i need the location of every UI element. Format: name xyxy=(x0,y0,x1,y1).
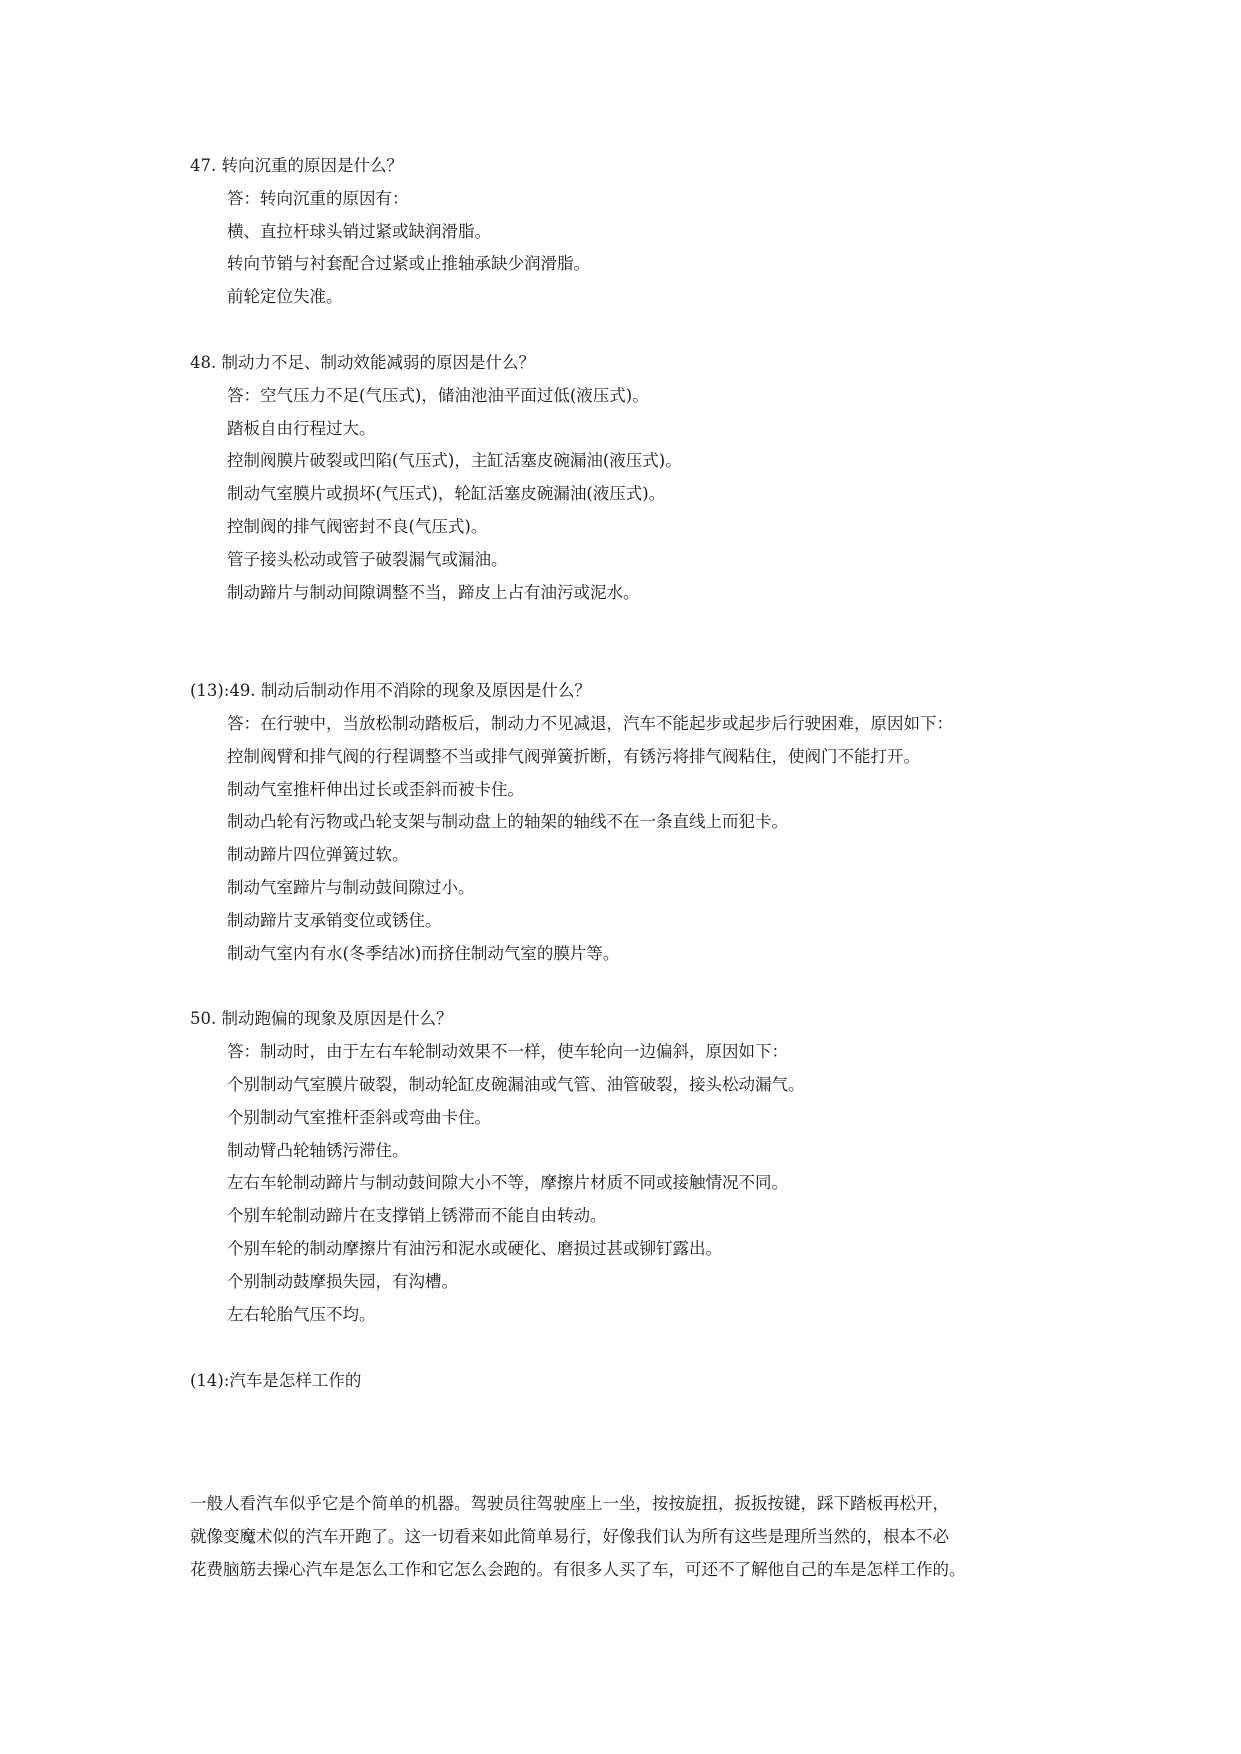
answer-line: 个别制动气室膜片破裂，制动轮缸皮碗漏油或气管、油管破裂，接头松动漏气。 xyxy=(227,1075,805,1094)
answer-line: 答：空气压力不足(气压式)，储油池油平面过低(液压式)。 xyxy=(227,386,649,405)
answer-line: 个别制动气室推杆歪斜或弯曲卡住。 xyxy=(227,1108,491,1127)
answer-line: 制动臂凸轮轴锈污滞住。 xyxy=(227,1141,409,1160)
answer-line: 答：制动时，由于左右车轮制动效果不一样，使车轮向一边偏斜，原因如下： xyxy=(227,1042,788,1061)
answer-line: 控制阀膜片破裂或凹陷(气压式)，主缸活塞皮碗漏油(液压式)。 xyxy=(227,451,682,470)
answer-line: 制动气室推杆伸出过长或歪斜而被卡住。 xyxy=(227,780,524,799)
answer-line: 左右车轮制动蹄片与制动鼓间隙大小不等，摩擦片材质不同或接触情况不同。 xyxy=(227,1173,788,1192)
question-47-title: 47. 转向沉重的原因是什么？ xyxy=(190,156,403,175)
answer-line: 制动气室蹄片与制动鼓间隙过小。 xyxy=(227,878,475,897)
answer-line: 前轮定位失准。 xyxy=(227,287,343,306)
question-50-title: 50. 制动跑偏的现象及原因是什么？ xyxy=(190,1009,453,1028)
question-49-title: (13):49. 制动后制动作用不消除的现象及原因是什么？ xyxy=(190,681,591,700)
answer-line: 制动凸轮有污物或凸轮支架与制动盘上的轴架的轴线不在一条直线上而犯卡。 xyxy=(227,812,788,831)
answer-line: 个别车轮的制动摩擦片有油污和泥水或硬化、磨损过甚或铆钉露出。 xyxy=(227,1239,722,1258)
answer-line: 横、直拉杆球头销过紧或缺润滑脂。 xyxy=(227,222,491,241)
answer-line: 制动蹄片四位弹簧过软。 xyxy=(227,845,409,864)
paragraph-line: 花费脑筋去操心汽车是怎么工作和它怎么会跑的。有很多人买了车，可还不了解他自己的车是怎样工作的。 xyxy=(190,1560,966,1579)
answer-line: 答：在行驶中，当放松制动踏板后，制动力不见减退，汽车不能起步或起步后行驶困难，原因如下： xyxy=(227,714,953,733)
answer-line: 答：转向沉重的原因有： xyxy=(227,189,409,208)
answer-line: 制动气室膜片或损坏(气压式)，轮缸活塞皮碗漏油(液压式)。 xyxy=(227,484,666,503)
answer-line: 制动蹄片支承销变位或锈住。 xyxy=(227,911,442,930)
answer-line: 踏板自由行程过大。 xyxy=(227,419,376,438)
answer-line: 个别车轮制动蹄片在支撑销上锈滞而不能自由转动。 xyxy=(227,1206,607,1225)
answer-line: 控制阀的排气阀密封不良(气压式)。 xyxy=(227,517,488,536)
answer-line: 个别制动鼓摩损失园，有沟槽。 xyxy=(227,1272,458,1291)
paragraph-line: 一般人看汽车似乎它是个简单的机器。驾驶员往驾驶座上一坐，按按旋扭，扳扳按键，踩下踏板再松开， xyxy=(190,1494,949,1513)
answer-line: 控制阀臂和排气阀的行程调整不当或排气阀弹簧折断，有锈污将排气阀粘住，使阀门不能打开。 xyxy=(227,747,920,766)
answer-line: 管子接头松动或管子破裂漏气或漏油。 xyxy=(227,550,508,569)
answer-line: 制动气室内有水(冬季结冰)而挤住制动气室的膜片等。 xyxy=(227,944,620,963)
paragraph-line: 就像变魔术似的汽车开跑了。这一切看来如此简单易行，好像我们认为所有这些是理所当然的，根本不必 xyxy=(190,1527,949,1546)
question-48-title: 48. 制动力不足、制动效能减弱的原因是什么？ xyxy=(190,353,535,372)
section-14-heading: (14):汽车是怎样工作的 xyxy=(190,1371,362,1390)
answer-line: 转向节销与衬套配合过紧或止推轴承缺少润滑脂。 xyxy=(227,254,590,273)
answer-line: 左右轮胎气压不均。 xyxy=(227,1305,376,1324)
answer-line: 制动蹄片与制动间隙调整不当，蹄皮上占有油污或泥水。 xyxy=(227,583,640,602)
